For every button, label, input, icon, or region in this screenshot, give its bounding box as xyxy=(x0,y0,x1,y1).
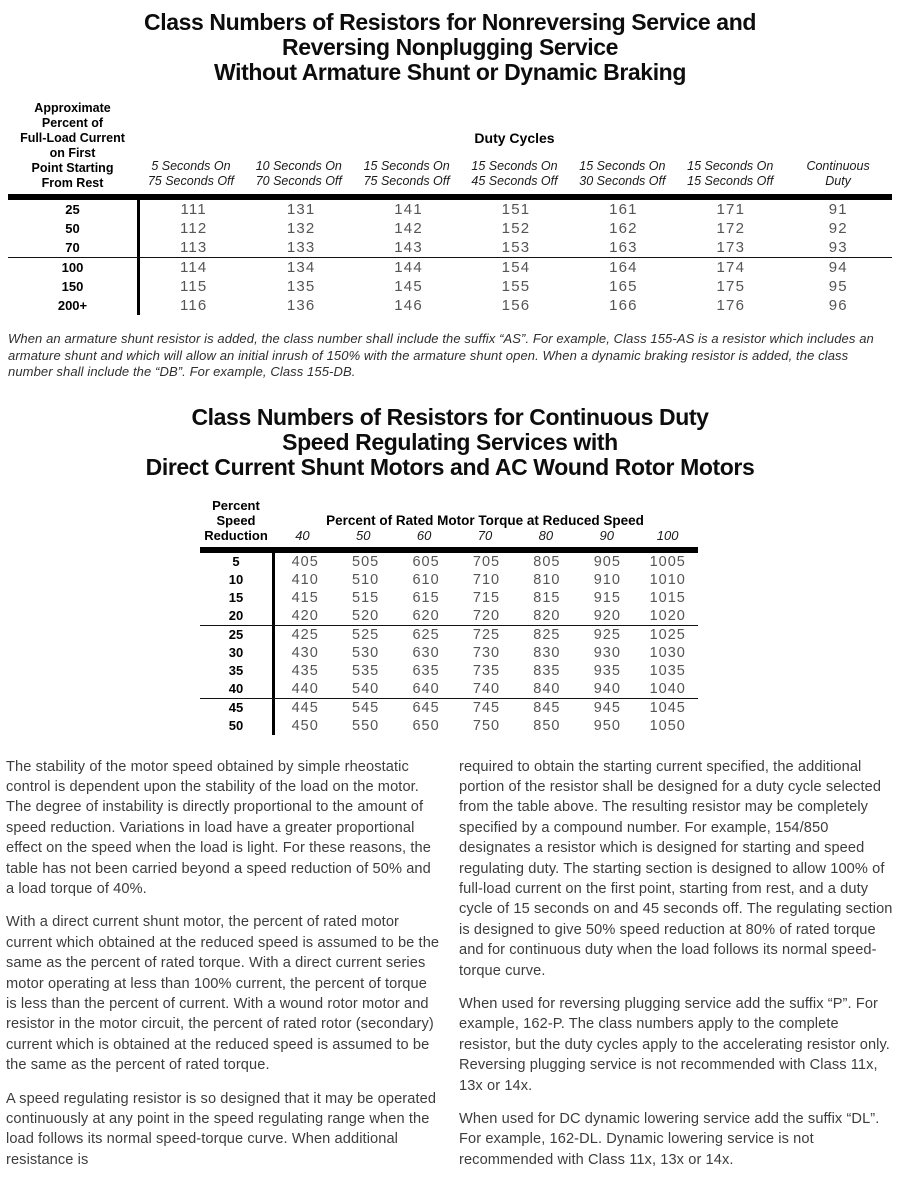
cell-value: 1050 xyxy=(638,717,698,735)
text-line: Point Starting xyxy=(8,161,137,176)
table-row xyxy=(200,662,698,680)
cell-value: 1020 xyxy=(638,607,698,625)
column-header: 100 xyxy=(637,528,698,543)
cell-value: 820 xyxy=(517,607,577,625)
row-label: 25 xyxy=(8,200,140,219)
column-header: 60 xyxy=(394,528,455,543)
duty-cycles-label: Duty Cycles xyxy=(137,130,892,146)
text-line: Class Numbers of Resistors for Continuous Duty xyxy=(0,405,900,430)
cell-value: 1045 xyxy=(638,699,698,717)
cell-value: 435 xyxy=(275,662,335,680)
cell-value: 925 xyxy=(577,626,637,644)
column-header xyxy=(353,159,461,189)
armature-shunt-footnote: When an armature shunt resistor is added, the class number shall include the suffix “AS”. For example, Class 155-AS is a resistor which includes an armature shunt and which will allow an initial inrush of 150% with the armature shunt open. When a dynamic braking resistor is added, the class number shall include the “DB”. For example, Class 155-DB. xyxy=(8,331,892,381)
table2-row-header xyxy=(200,498,272,543)
column-header xyxy=(568,159,676,189)
cell-value: 520 xyxy=(335,607,395,625)
cell-value: 710 xyxy=(456,571,516,589)
text-line: Speed xyxy=(200,513,272,528)
paragraph: The stability of the motor speed obtained by simple rheostatic control is dependent upon the stability of the load on the motor. The degree of instability is directly proportional to the amount of speed reduction. Variations in load have a greater proportional effect on the speed when the load is light. For these reasons, the table has not been carried beyond a speed reduction of 50% and a load torque of 40%. xyxy=(6,757,441,900)
cell-value: 153 xyxy=(462,238,569,257)
paragraph: When used for DC dynamic lowering service add the suffix “DL”. For example, 162-DL. Dynamic lowering service is not recommended with Class 11x, 13x or 14x. xyxy=(459,1109,894,1170)
cell-value: 154 xyxy=(462,258,569,277)
cell-value: 143 xyxy=(355,238,462,257)
cell-value: 650 xyxy=(396,717,456,735)
table1-colhead-row xyxy=(137,159,892,189)
cell-value: 96 xyxy=(785,296,892,315)
cell-value: 635 xyxy=(396,662,456,680)
cell-value: 114 xyxy=(140,258,247,277)
row-label: 150 xyxy=(8,277,140,296)
cell-value: 440 xyxy=(275,680,335,698)
cell-value: 545 xyxy=(335,699,395,717)
cell-value: 93 xyxy=(785,238,892,257)
cell-value: 615 xyxy=(396,589,456,607)
text-line: on First xyxy=(8,146,137,161)
table-row xyxy=(200,553,698,571)
text-line: 75 Seconds Off xyxy=(137,174,245,189)
row-label: 10 xyxy=(200,571,275,589)
cell-value: 920 xyxy=(577,607,637,625)
cell-value: 171 xyxy=(677,200,784,219)
cell-value: 405 xyxy=(275,553,335,571)
row-label: 40 xyxy=(200,680,275,698)
text-line: Reversing Nonplugging Service xyxy=(0,35,900,60)
cell-value: 151 xyxy=(462,200,569,219)
table-row xyxy=(200,607,698,626)
text-line: 5 Seconds On xyxy=(137,159,245,174)
body-text xyxy=(6,757,894,1183)
cell-value: 156 xyxy=(462,296,569,315)
column-header xyxy=(784,159,892,189)
column-header: 50 xyxy=(333,528,394,543)
cell-value: 940 xyxy=(577,680,637,698)
table-row xyxy=(8,200,892,219)
cell-value: 166 xyxy=(570,296,677,315)
cell-value: 1030 xyxy=(638,644,698,662)
cell-value: 162 xyxy=(570,219,677,238)
cell-value: 705 xyxy=(456,553,516,571)
cell-value: 176 xyxy=(677,296,784,315)
table-row xyxy=(200,699,698,717)
text-line: Class Numbers of Resistors for Nonreversing Service and xyxy=(0,10,900,35)
column-header xyxy=(245,159,353,189)
row-label: 15 xyxy=(200,589,275,607)
speed-regulating-class-table xyxy=(200,498,698,735)
cell-value: 425 xyxy=(275,626,335,644)
cell-value: 830 xyxy=(517,644,577,662)
cell-value: 610 xyxy=(396,571,456,589)
cell-value: 1015 xyxy=(638,589,698,607)
text-line: 15 Seconds On xyxy=(568,159,676,174)
table-row xyxy=(8,238,892,258)
cell-value: 945 xyxy=(577,699,637,717)
row-label: 50 xyxy=(200,717,275,735)
cell-value: 115 xyxy=(140,277,247,296)
cell-value: 835 xyxy=(517,662,577,680)
row-label: 70 xyxy=(8,238,140,257)
cell-value: 141 xyxy=(355,200,462,219)
cell-value: 540 xyxy=(335,680,395,698)
paragraph: With a direct current shunt motor, the percent of rated motor current which obtained at the reduced speed is assumed to be the same as the percent of rated torque. With a direct current series motor operating at less than 100% current, the percent of torque is less than the percent of current. With a wound rotor motor and resistor in the motor circuit, the percent of rated rotor (secondary) current which is obtained at the reduced speed is assumed to be the same as the percent of rated torque. xyxy=(6,912,441,1075)
row-label: 25 xyxy=(200,626,275,644)
text-line: Percent xyxy=(200,498,272,513)
text-line: 15 Seconds On xyxy=(461,159,569,174)
text-line: From Rest xyxy=(8,176,137,191)
text-line: 45 Seconds Off xyxy=(461,174,569,189)
cell-value: 91 xyxy=(785,200,892,219)
paragraph: When used for reversing plugging service add the suffix “P”. For example, 162-P. The class numbers apply to the complete resistor, but the duty cycles apply to the accelerating resistor only. Reversing plugging service is not recommended with Class 11x, 13x or 14x. xyxy=(459,994,894,1096)
cell-value: 92 xyxy=(785,219,892,238)
column-header xyxy=(461,159,569,189)
table-row xyxy=(200,626,698,644)
paragraph: required to obtain the starting current specified, the additional portion of the resistor shall be designed for a duty cycle selected from the table above. The resulting resistor may be completely specified by a compound number. For example, 154/850 designates a resistor which is designed for starting and speed regulating duty. The starting section is designed to allow 100% of full-load current on the first point, starting from rest, and a duty cycle of 15 seconds on and 45 seconds off. The regulating section is designed to give 50% speed reduction at 80% of rated torque and for continuous duty when the load follows its normal speed-torque curve. xyxy=(459,757,894,981)
cell-value: 445 xyxy=(275,699,335,717)
cell-value: 95 xyxy=(785,277,892,296)
row-label: 50 xyxy=(8,219,140,238)
table-row xyxy=(8,296,892,315)
cell-value: 131 xyxy=(247,200,354,219)
row-label: 200+ xyxy=(8,296,140,315)
cell-value: 950 xyxy=(577,717,637,735)
cell-value: 620 xyxy=(396,607,456,625)
table2-header xyxy=(200,498,698,543)
text-line: Speed Regulating Services with xyxy=(0,430,900,455)
cell-value: 515 xyxy=(335,589,395,607)
table-row xyxy=(200,571,698,589)
cell-value: 163 xyxy=(570,238,677,257)
cell-value: 145 xyxy=(355,277,462,296)
cell-value: 175 xyxy=(677,277,784,296)
table1-title xyxy=(0,0,900,85)
column-header: 70 xyxy=(455,528,516,543)
cell-value: 133 xyxy=(247,238,354,257)
cell-value: 930 xyxy=(577,644,637,662)
cell-value: 745 xyxy=(456,699,516,717)
table1-body xyxy=(8,194,892,315)
cell-value: 810 xyxy=(517,571,577,589)
table-row xyxy=(8,258,892,277)
cell-value: 825 xyxy=(517,626,577,644)
row-label: 100 xyxy=(8,258,140,277)
cell-value: 116 xyxy=(140,296,247,315)
cell-value: 840 xyxy=(517,680,577,698)
paragraph: A speed regulating resistor is so designed that it may be operated continuously at any point in the speed regulating range when the load follows its normal speed-torque curve. When additional resistance is xyxy=(6,1089,441,1171)
text-line: Full-Load Current xyxy=(8,131,137,146)
text-line: 10 Seconds On xyxy=(245,159,353,174)
column-header xyxy=(137,159,245,189)
cell-value: 530 xyxy=(335,644,395,662)
cell-value: 155 xyxy=(462,277,569,296)
cell-value: 173 xyxy=(677,238,784,257)
cell-value: 415 xyxy=(275,589,335,607)
body-text-right-column xyxy=(459,757,894,1183)
column-header: 90 xyxy=(576,528,637,543)
table2-body xyxy=(200,547,698,735)
table-row xyxy=(200,644,698,662)
cell-value: 1010 xyxy=(638,571,698,589)
cell-value: 142 xyxy=(355,219,462,238)
cell-value: 915 xyxy=(577,589,637,607)
cell-value: 113 xyxy=(140,238,247,257)
text-line: Continuous xyxy=(784,159,892,174)
table1-row-header xyxy=(8,101,137,191)
cell-value: 1035 xyxy=(638,662,698,680)
column-header: 80 xyxy=(515,528,576,543)
cell-value: 111 xyxy=(140,200,247,219)
row-label: 5 xyxy=(200,553,275,571)
cell-value: 450 xyxy=(275,717,335,735)
cell-value: 720 xyxy=(456,607,516,625)
cell-value: 735 xyxy=(456,662,516,680)
table-row xyxy=(200,717,698,735)
row-label: 30 xyxy=(200,644,275,662)
table2-column-headers xyxy=(272,513,698,543)
cell-value: 505 xyxy=(335,553,395,571)
cell-value: 174 xyxy=(677,258,784,277)
duty-cycle-class-table xyxy=(8,101,892,315)
table2-colhead-row xyxy=(272,528,698,543)
cell-value: 805 xyxy=(517,553,577,571)
cell-value: 645 xyxy=(396,699,456,717)
cell-value: 525 xyxy=(335,626,395,644)
cell-value: 1005 xyxy=(638,553,698,571)
cell-value: 132 xyxy=(247,219,354,238)
cell-value: 430 xyxy=(275,644,335,662)
text-line: Approximate xyxy=(8,101,137,116)
cell-value: 112 xyxy=(140,219,247,238)
table2-title xyxy=(0,405,900,480)
text-line: Direct Current Shunt Motors and AC Wound Rotor Motors xyxy=(0,455,900,480)
row-label: 20 xyxy=(200,607,275,625)
cell-value: 510 xyxy=(335,571,395,589)
column-header xyxy=(676,159,784,189)
text-line: 15 Seconds On xyxy=(676,159,784,174)
cell-value: 144 xyxy=(355,258,462,277)
cell-value: 715 xyxy=(456,589,516,607)
row-label: 45 xyxy=(200,699,275,717)
cell-value: 134 xyxy=(247,258,354,277)
cell-value: 845 xyxy=(517,699,577,717)
text-line: 15 Seconds On xyxy=(353,159,461,174)
torque-group-label: Percent of Rated Motor Torque at Reduced Speed xyxy=(272,513,698,528)
cell-value: 730 xyxy=(456,644,516,662)
cell-value: 136 xyxy=(247,296,354,315)
cell-value: 850 xyxy=(517,717,577,735)
cell-value: 1040 xyxy=(638,680,698,698)
cell-value: 161 xyxy=(570,200,677,219)
text-line: Duty xyxy=(784,174,892,189)
body-text-left-column xyxy=(6,757,441,1183)
text-line: 15 Seconds Off xyxy=(676,174,784,189)
text-line: Reduction xyxy=(200,528,272,543)
cell-value: 550 xyxy=(335,717,395,735)
text-line: Percent of xyxy=(8,116,137,131)
table-row xyxy=(200,589,698,607)
cell-value: 605 xyxy=(396,553,456,571)
table1-header xyxy=(8,101,892,191)
cell-value: 625 xyxy=(396,626,456,644)
cell-value: 815 xyxy=(517,589,577,607)
cell-value: 1025 xyxy=(638,626,698,644)
table-row xyxy=(8,219,892,238)
text-line: 30 Seconds Off xyxy=(568,174,676,189)
column-header: 40 xyxy=(272,528,333,543)
cell-value: 152 xyxy=(462,219,569,238)
table-row xyxy=(8,277,892,296)
cell-value: 146 xyxy=(355,296,462,315)
cell-value: 740 xyxy=(456,680,516,698)
cell-value: 630 xyxy=(396,644,456,662)
cell-value: 935 xyxy=(577,662,637,680)
row-label: 35 xyxy=(200,662,275,680)
table1-column-headers xyxy=(137,101,892,191)
cell-value: 164 xyxy=(570,258,677,277)
cell-value: 420 xyxy=(275,607,335,625)
cell-value: 172 xyxy=(677,219,784,238)
cell-value: 750 xyxy=(456,717,516,735)
cell-value: 535 xyxy=(335,662,395,680)
text-line: 75 Seconds Off xyxy=(353,174,461,189)
cell-value: 640 xyxy=(396,680,456,698)
cell-value: 725 xyxy=(456,626,516,644)
table-row xyxy=(200,680,698,699)
text-line: 70 Seconds Off xyxy=(245,174,353,189)
cell-value: 410 xyxy=(275,571,335,589)
cell-value: 910 xyxy=(577,571,637,589)
cell-value: 165 xyxy=(570,277,677,296)
text-line: Without Armature Shunt or Dynamic Braking xyxy=(0,60,900,85)
cell-value: 135 xyxy=(247,277,354,296)
cell-value: 94 xyxy=(785,258,892,277)
cell-value: 905 xyxy=(577,553,637,571)
